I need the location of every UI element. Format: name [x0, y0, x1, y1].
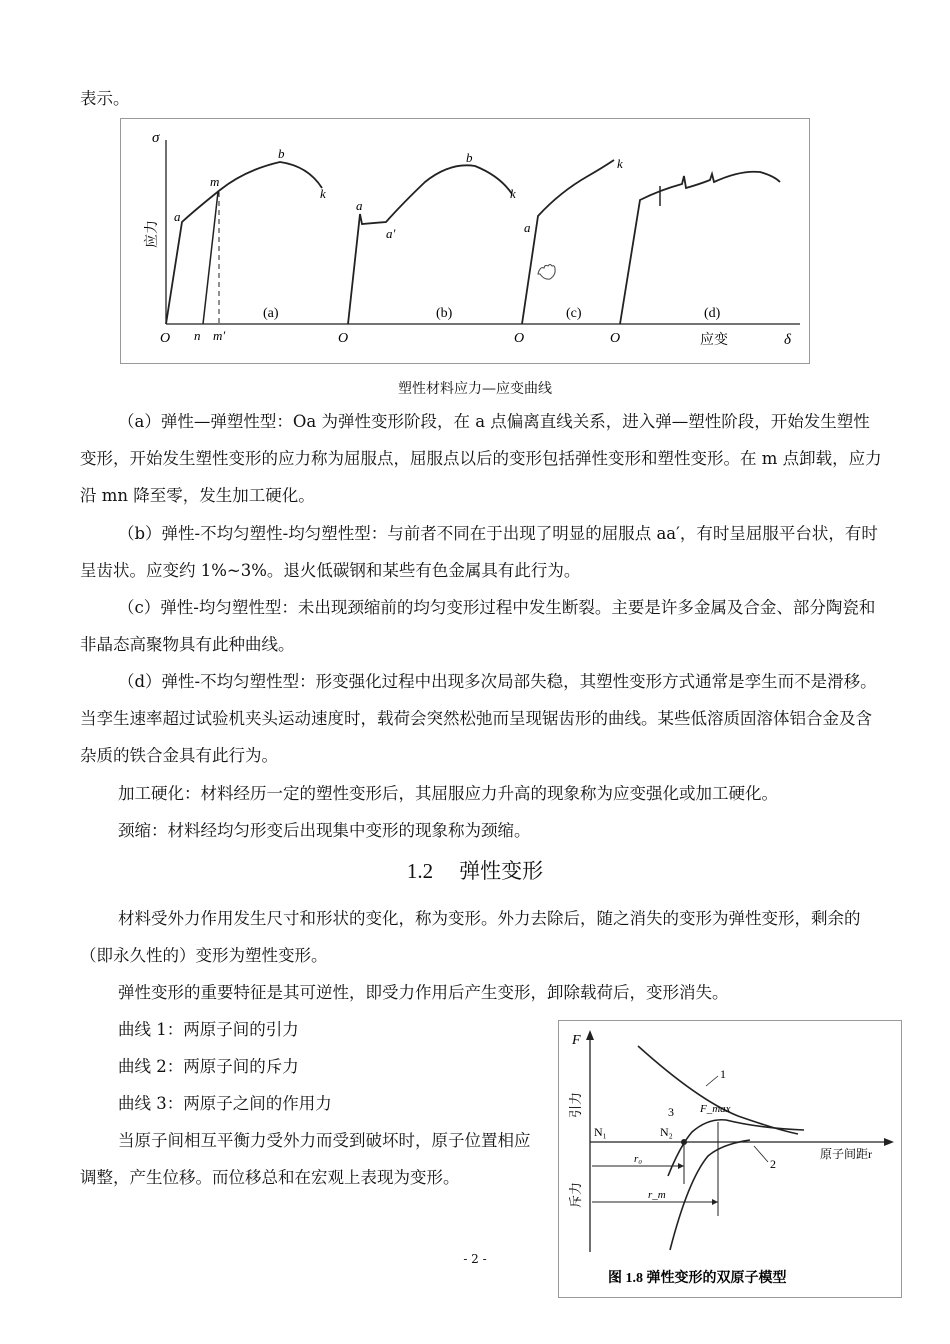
- force-axis-label: F: [572, 1033, 581, 1048]
- curve-a: [166, 162, 322, 324]
- point-k-label: k: [320, 186, 326, 201]
- curve-label-2: 2: [770, 1157, 776, 1171]
- curve-3-net-force: [668, 1120, 804, 1176]
- curve-1-attraction: [638, 1046, 798, 1134]
- curve1-text: 曲线 1：两原子间的引力: [118, 1020, 299, 1039]
- section-number: 1.2: [406, 859, 434, 883]
- paragraph-displacement: 当原子间相互平衡力受外力而受到破坏时，原子位置相应调整，产生位移。而位移总和在宏观上表现为变形。: [80, 1131, 531, 1187]
- n2-label: N₂: [660, 1125, 673, 1139]
- top-text: 表示。: [80, 89, 130, 108]
- r0-label: r₀: [634, 1153, 643, 1165]
- point-c-k-label: k: [617, 156, 623, 171]
- hand-cursor-icon: [538, 265, 555, 280]
- section-heading: [0, 855, 950, 885]
- repulsion-label: 斥力: [568, 1181, 583, 1208]
- panel-d-tag: (d): [704, 306, 721, 321]
- curve-2-repulsion: [670, 1140, 750, 1250]
- unload-line-mn: [203, 192, 218, 324]
- fmax-label: F_max: [700, 1103, 731, 1115]
- attraction-label: 引力: [568, 1091, 583, 1118]
- paragraph-type-d: （d）弹性-不均匀塑性型：形变强化过程中出现多次局部失稳，其塑性变形方式通常是孪生而不是滑移。当孪生速率超过试验机夹头运动速度时，载荷会突然松弛而呈现锯齿形的曲线。某些低溶质固溶体铝合金及含杂质的铁合金具有此行为。: [80, 672, 877, 765]
- tick-m-prime-label: m′: [213, 328, 226, 343]
- panel-a-tag: (a): [263, 306, 279, 321]
- paragraph-work-hardening: 加工硬化：材料经历一定的塑性变形后，其屈服应力升高的现象称为应变强化或加工硬化。: [118, 784, 778, 803]
- point-b-a-prime-label: a′: [386, 226, 396, 241]
- point-a-label: a: [174, 209, 181, 224]
- x-axis-symbol: δ: [784, 332, 791, 348]
- curve3-text: 曲线 3：两原子之间的作用力: [118, 1094, 332, 1113]
- page-number: - 2 -: [463, 1252, 487, 1266]
- curve2-text: 曲线 2：两原子间的斥力: [118, 1057, 299, 1076]
- x-axis-label: 应变: [700, 333, 728, 348]
- paragraph-type-a: （a）弹性—弹塑性型：Oa 为弹性变形阶段，在 a 点偏离直线关系，进入弹—塑性阶段，开始发生塑性变形，开始发生塑性变形的应力称为屈服点，屈服点以后的变形包括弹性变形和塑性变形。在 m 点卸载，应力沿 mn 降至零，发生加工硬化。: [80, 412, 882, 505]
- curve-b: [348, 165, 512, 324]
- origin-a: O: [160, 331, 171, 346]
- rm-label: r_m: [648, 1189, 666, 1201]
- figure2-caption: 图 1.8 弹性变形的双原子模型: [608, 1271, 787, 1286]
- y-axis-label: 应力: [145, 220, 160, 248]
- panel-b-tag: (b): [436, 306, 453, 321]
- curve-label-3: 3: [668, 1105, 674, 1119]
- paragraph-reversibility: 弹性变形的重要特征是其可逆性，即受力作用后产生变形，卸除载荷后，变形消失。: [118, 983, 729, 1002]
- origin-d: O: [610, 331, 621, 346]
- curve-label-1: 1: [720, 1067, 726, 1081]
- point-b-k-label: k: [510, 186, 516, 201]
- stress-strain-figure: [120, 118, 810, 368]
- stress-strain-svg: [120, 118, 810, 364]
- y-axis-symbol: σ: [152, 130, 160, 146]
- panel-c-tag: (c): [566, 306, 582, 321]
- paragraph-type-b: （b）弹性-不均匀塑性-均匀塑性型：与前者不同在于出现了明显的屈服点 aa′，有时呈屈服平台状，有时呈齿状。应变约 1%~3%。退火低碳钢和某些有色金属具有此行为。: [80, 524, 878, 580]
- origin-c: O: [514, 331, 525, 346]
- point-c-a-label: a: [524, 220, 531, 235]
- n1-label: N₁: [594, 1125, 607, 1139]
- paragraph-type-c: （c）弹性-均匀塑性型：未出现颈缩前的均匀变形过程中发生断裂。主要是许多金属及合金、部分陶瓷和非晶态高聚物具有此种曲线。: [80, 598, 876, 654]
- tick-n-label: n: [194, 328, 201, 343]
- paragraph-deformation: 材料受外力作用发生尺寸和形状的变化，称为变形。外力去除后，随之消失的变形为弹性变形，剩余的（即永久性的）变形为塑性变形。: [80, 909, 861, 965]
- curve-d: [620, 172, 780, 324]
- section-title: 弹性变形: [459, 859, 544, 883]
- point-b-b-label: b: [466, 150, 473, 165]
- distance-axis-label: 原子间距r: [820, 1147, 872, 1161]
- point-m-label: m: [210, 174, 220, 189]
- origin-b: O: [338, 331, 349, 346]
- paragraph-necking: 颈缩：材料经均匀形变后出现集中变形的现象称为颈缩。: [118, 821, 531, 840]
- point-b-a-label: a: [356, 198, 363, 213]
- point-b-label: b: [278, 146, 285, 161]
- curve-c: [522, 160, 614, 324]
- figure1-caption: 塑性材料应力—应变曲线: [398, 381, 552, 397]
